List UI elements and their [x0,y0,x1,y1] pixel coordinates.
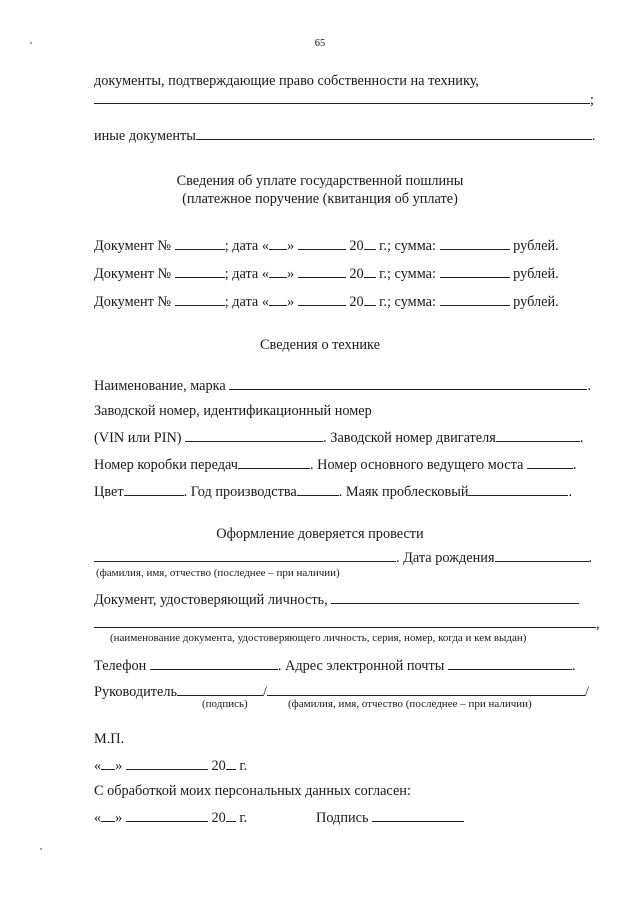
open-quote: « [94,810,102,826]
open-quote: « [94,758,102,774]
doc-number-field[interactable] [175,292,225,306]
doc-label: Документ № [94,266,172,282]
year-field[interactable] [226,808,236,822]
doc-number-field[interactable] [175,264,225,278]
gearbox-line [94,455,577,474]
comma: , [596,616,600,632]
tech-name-field[interactable] [229,376,587,390]
tech-name-line [94,376,591,395]
day-field[interactable] [101,756,115,770]
page-number: 65 [314,38,326,49]
year-field[interactable] [226,756,236,770]
slash: / [263,684,268,700]
color-label: Цвет [94,484,124,500]
vin-line [94,428,583,447]
vin-field[interactable] [185,428,323,442]
year-prefix: 20 [349,266,364,282]
period: . [591,128,596,144]
id-doc-label: Документ, удостоверяющий личность, [94,592,328,608]
gearbox-label: Номер коробки передач [94,457,238,473]
amount-label: г.; сумма: [375,266,436,282]
email-field[interactable] [448,656,572,670]
color-line [94,482,572,501]
birth-date-field[interactable] [495,548,589,562]
serial-label: Заводской номер, идентификационный номер [94,403,372,419]
day-field[interactable] [269,236,287,250]
stamp-label: М.П. [94,731,125,747]
fee-row [94,292,559,311]
close-quote: » [115,758,123,774]
amount-field[interactable] [440,264,510,278]
other-docs-line [94,126,595,145]
close-quote: » [115,810,123,826]
period: . [587,378,591,394]
amount-label: г.; сумма: [375,238,436,254]
head-signature-field[interactable] [177,682,263,696]
doc-number-field[interactable] [175,236,225,250]
date-label: ; дата « [224,294,269,310]
close-quote: » [287,238,295,254]
year-prefix: 20 [211,810,226,826]
contacts-line [94,656,576,675]
consent-signature-line [316,808,464,827]
period: . [579,430,584,446]
ownership-docs-line [94,90,594,109]
engine-label: . Заводской номер двигателя [323,430,496,446]
month-field[interactable] [298,292,346,306]
other-docs-field[interactable] [196,126,592,140]
year-label: . Год производства [183,484,297,500]
month-field[interactable] [298,236,346,250]
currency-label: рублей. [513,294,559,310]
period: . [568,484,573,500]
date-label: ; дата « [224,238,269,254]
fee-subtitle: (платежное поручение (квитанция об уплате) [182,191,458,207]
close-quote: » [287,266,295,282]
head-label: Руководитель [94,684,178,700]
slash: / [585,684,589,700]
year-prefix: 20 [349,238,364,254]
year-prefix: 20 [211,758,226,774]
ownership-docs-field[interactable] [94,90,590,104]
head-fio-field[interactable] [267,682,585,696]
id-doc-line-2 [94,614,600,633]
vin-label: (VIN или PIN) [94,430,182,446]
month-field[interactable] [126,756,208,770]
day-field[interactable] [269,264,287,278]
email-label: . Адрес электронной почты [277,658,445,674]
period: . [572,457,577,473]
year-suffix: г. [235,758,248,774]
signature-caption: (подпись) [202,698,248,710]
year-field[interactable] [297,482,339,496]
year-field[interactable] [364,264,376,278]
entrust-fio-line [94,548,592,567]
id-doc-field-2[interactable] [94,614,596,628]
head-fio-caption: (фамилия, имя, отчество (последнее – при наличии) [288,698,532,710]
semicolon: ; [590,92,594,108]
year-field[interactable] [364,292,376,306]
axle-number-field[interactable] [527,455,573,469]
id-doc-caption: (наименование документа, удостоверяющего личность, серия, номер, когда и кем выдан) [110,632,527,644]
other-docs-label: иные документы [94,128,196,144]
currency-label: рублей. [513,266,559,282]
month-field[interactable] [126,808,208,822]
entrust-title: Оформление доверяется провести [216,526,424,542]
phone-field[interactable] [150,656,278,670]
ownership-docs-label: документы, подтверждающие право собственности на технику, [94,73,479,89]
signature-label: Подпись [316,810,369,826]
consent-date-line [94,808,247,827]
beacon-label: . Маяк проблесковый [338,484,469,500]
fee-row [94,236,559,255]
signature-field[interactable] [372,808,464,822]
day-field[interactable] [101,808,115,822]
year-suffix: г. [235,810,248,826]
tech-title: Сведения о технике [260,337,380,353]
amount-field[interactable] [440,292,510,306]
id-doc-field[interactable] [331,590,579,604]
amount-field[interactable] [440,236,510,250]
scan-speck [40,848,42,850]
gearbox-number-field[interactable] [238,455,310,469]
axle-label: . Номер основного ведущего моста [309,457,524,473]
consent-label: С обработкой моих персональных данных согласен: [94,783,411,799]
day-field[interactable] [269,292,287,306]
tech-name-label: Наименование, марка [94,378,226,394]
doc-label: Документ № [94,238,172,254]
close-quote: » [287,294,295,310]
period: . [588,550,593,566]
beacon-field[interactable] [468,482,568,496]
entrust-fio-field[interactable] [94,548,396,562]
id-doc-line [94,590,579,609]
fee-title: Сведения об уплате государственной пошлины [176,173,464,189]
birth-label: . Дата рождения [396,550,495,566]
period: . [571,658,576,674]
amount-label: г.; сумма: [375,294,436,310]
currency-label: рублей. [513,238,559,254]
year-field[interactable] [364,236,376,250]
fio-caption: (фамилия, имя, отчество (последнее – при наличии) [96,567,340,579]
phone-label: Телефон [94,658,147,674]
color-field[interactable] [124,482,184,496]
engine-number-field[interactable] [496,428,580,442]
footer-date-line [94,756,247,775]
scan-speck [30,42,32,44]
fee-row [94,264,559,283]
year-prefix: 20 [349,294,364,310]
month-field[interactable] [298,264,346,278]
doc-label: Документ № [94,294,172,310]
date-label: ; дата « [224,266,269,282]
